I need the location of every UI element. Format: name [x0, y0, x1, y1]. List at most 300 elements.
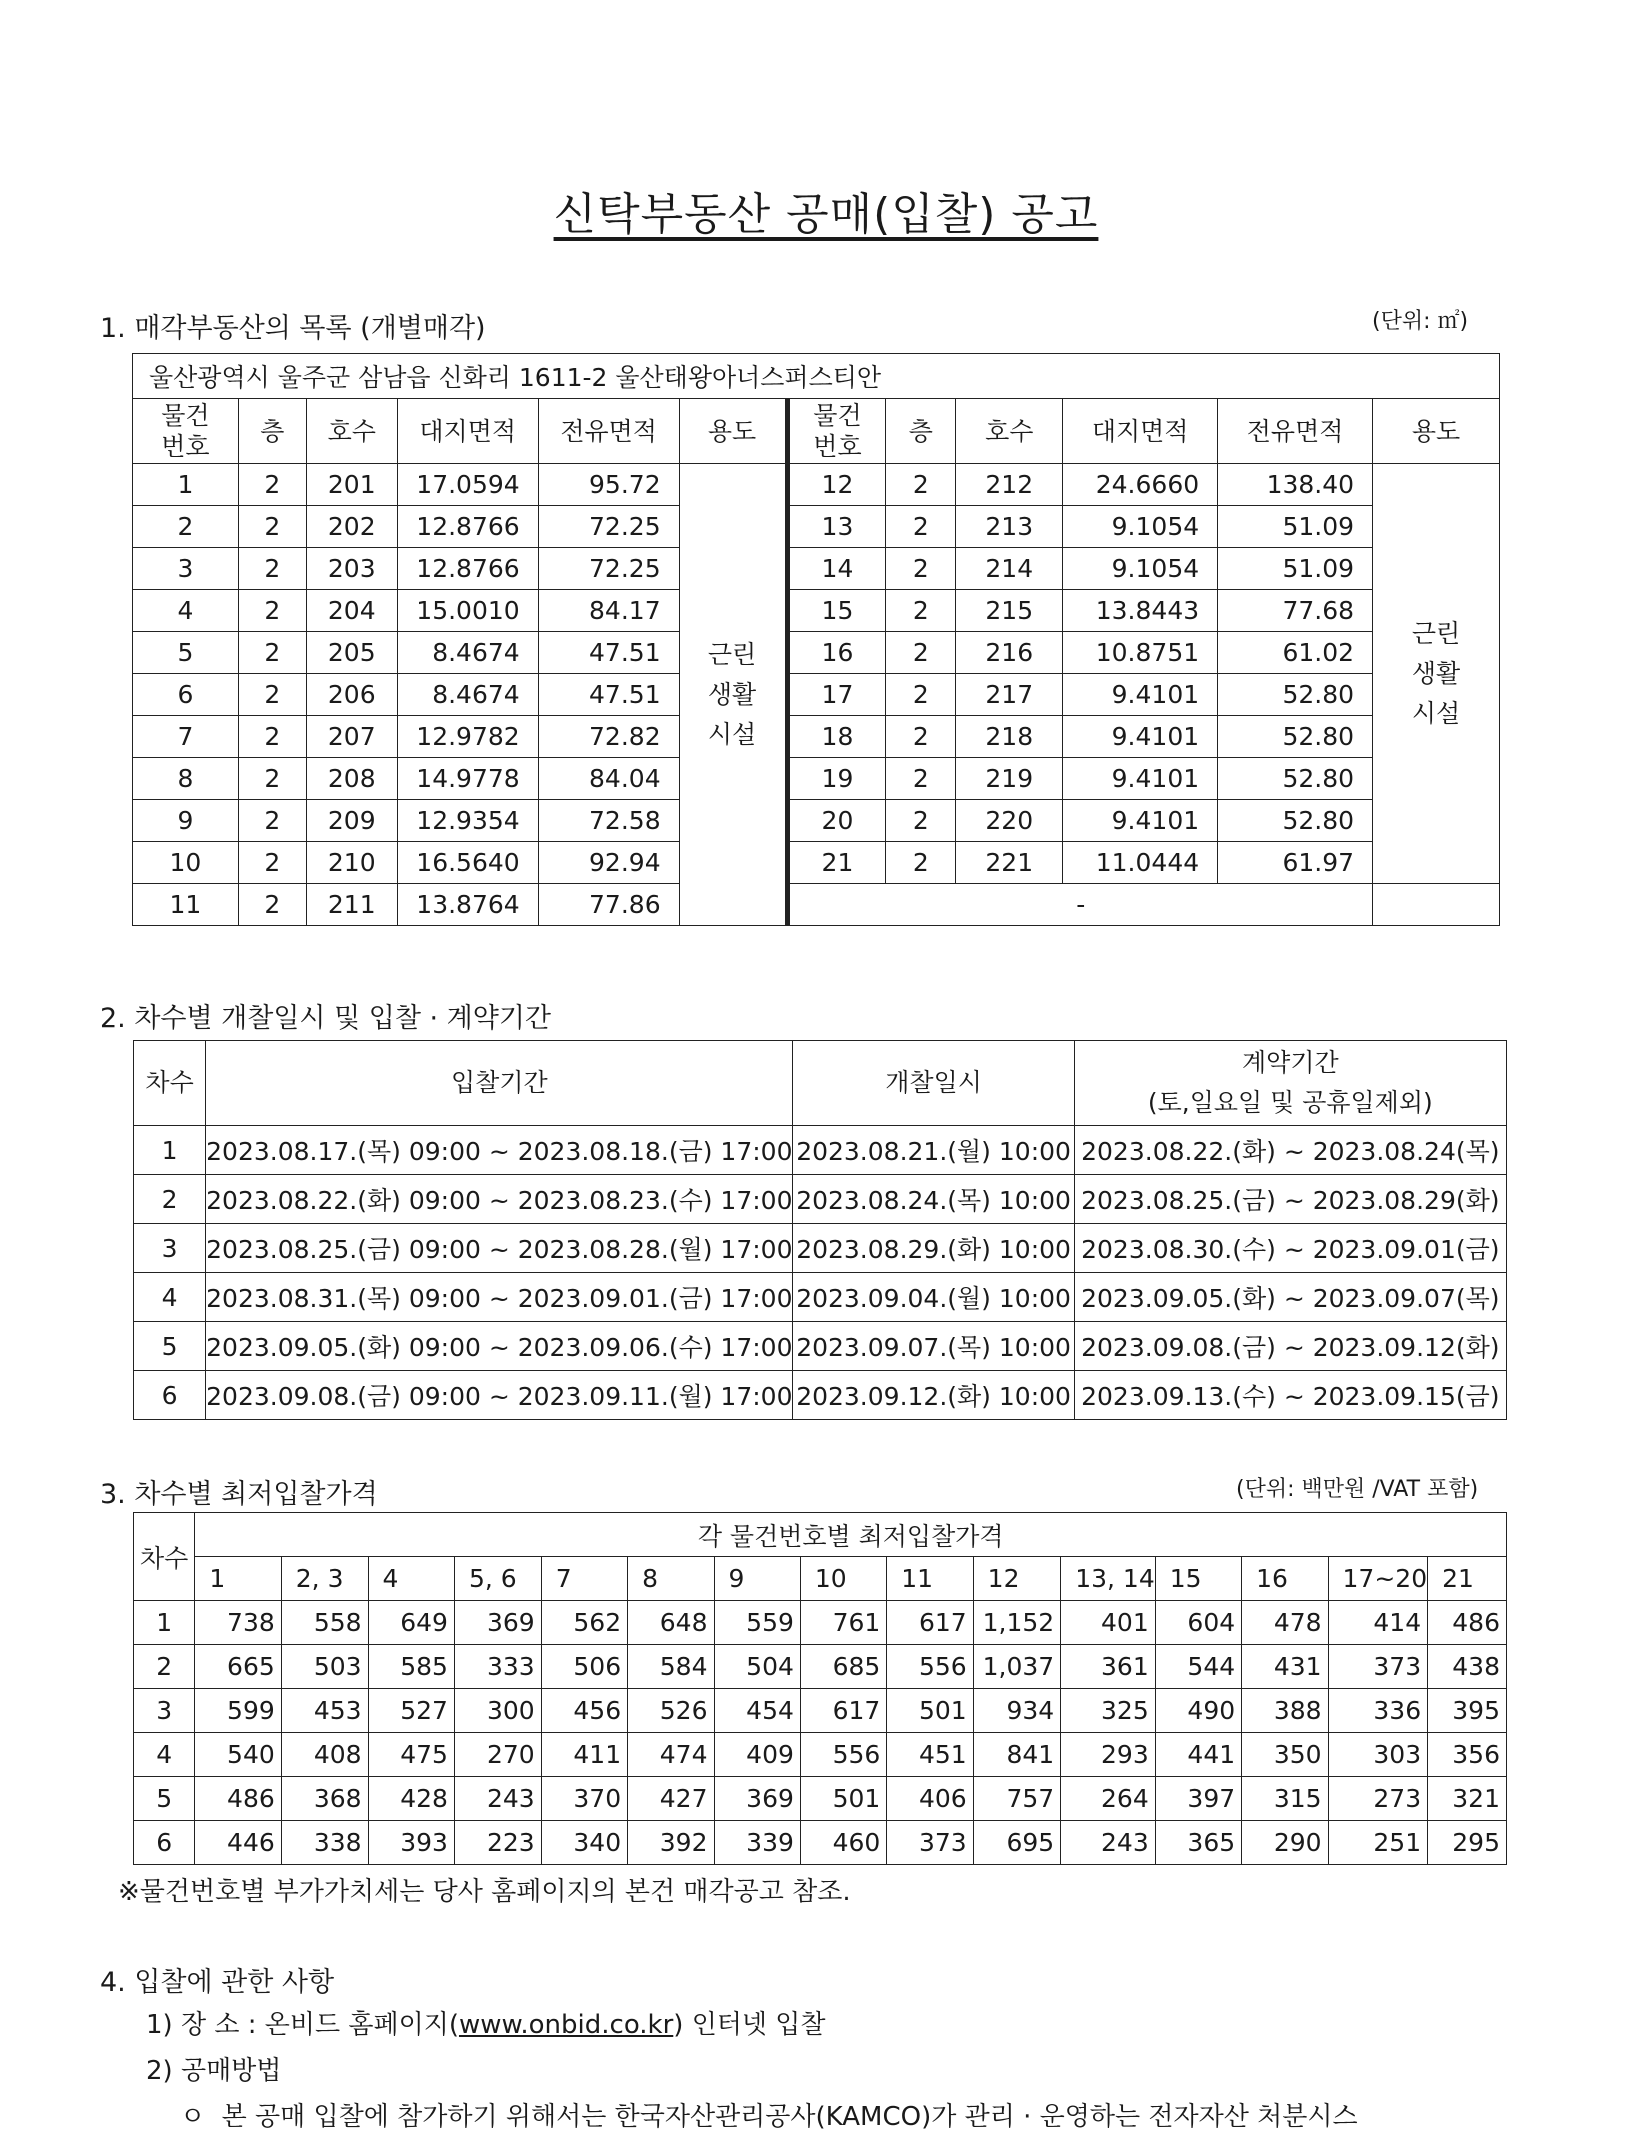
- price-column-header: 2, 3: [281, 1557, 368, 1601]
- list-cell: 2: [238, 800, 306, 842]
- list-cell: 17.0594: [397, 464, 538, 506]
- section4-heading: 4. 입찰에 관한 사항: [100, 1967, 335, 1998]
- list-cell: 61.97: [1218, 842, 1373, 884]
- price-cell: 333: [454, 1645, 541, 1689]
- schedule-header-cell: 입찰기간: [206, 1041, 793, 1126]
- list-cell: 51.09: [1218, 548, 1373, 590]
- property-address: 울산광역시 울주군 삼남읍 신화리 1611-2 울산태왕아너스퍼스티안: [133, 354, 1500, 399]
- price-cell: 5: [134, 1777, 195, 1821]
- price-cell: 1,152: [973, 1601, 1061, 1645]
- price-cell: 1,037: [973, 1645, 1061, 1689]
- price-cell: 649: [368, 1601, 454, 1645]
- list-cell: 2: [886, 590, 956, 632]
- price-cell: 350: [1242, 1733, 1328, 1777]
- list-cell: 2: [238, 674, 306, 716]
- list-cell: 15: [787, 590, 886, 632]
- price-column-header: 17~20: [1328, 1557, 1428, 1601]
- list-cell: 51.09: [1218, 506, 1373, 548]
- table-row: [134, 1126, 1507, 1175]
- table-row: [133, 464, 1500, 506]
- price-column-header: 5, 6: [454, 1557, 541, 1601]
- price-cell: 369: [714, 1777, 800, 1821]
- empty-cell: [1373, 884, 1500, 926]
- list-header-cell: 전유면적: [538, 399, 679, 464]
- price-cell: 4: [134, 1733, 195, 1777]
- list-cell: 18: [787, 716, 886, 758]
- price-column-header: 11: [887, 1557, 973, 1601]
- table-row: [133, 800, 1500, 842]
- price-cell: 373: [1328, 1645, 1428, 1689]
- price-cell: 340: [541, 1821, 627, 1865]
- section3-heading: 3. 차수별 최저입찰가격: [100, 1479, 378, 1510]
- schedule-cell: 2023.09.13.(수) ~ 2023.09.15(금): [1074, 1371, 1506, 1420]
- price-cell: 527: [368, 1689, 454, 1733]
- price-cell: 526: [628, 1689, 714, 1733]
- list-cell: 8.4674: [397, 632, 538, 674]
- price-cell: 321: [1428, 1777, 1507, 1821]
- list-cell: 6: [133, 674, 239, 716]
- list-cell: 12: [787, 464, 886, 506]
- list-cell: 84.04: [538, 758, 679, 800]
- list-cell: 2: [886, 632, 956, 674]
- list-header-cell: 호수: [956, 399, 1063, 464]
- list-cell: 219: [956, 758, 1063, 800]
- price-cell: 934: [973, 1689, 1061, 1733]
- table-row: [134, 1689, 1507, 1733]
- list-cell: 10: [133, 842, 239, 884]
- bid-place-tail: ) 인터넷 입찰: [673, 2010, 826, 2040]
- list-cell: 52.80: [1218, 758, 1373, 800]
- price-cell: 475: [368, 1733, 454, 1777]
- price-cell: 648: [628, 1601, 714, 1645]
- schedule-cell: 2023.08.22.(화) ~ 2023.08.24(목): [1074, 1126, 1506, 1175]
- price-cell: 427: [628, 1777, 714, 1821]
- vat-note: ※물건번호별 부가가치세는 당사 홈페이지의 본건 매각공고 참조.: [118, 1877, 851, 1907]
- list-cell: 11.0444: [1063, 842, 1218, 884]
- bid-place-item: [146, 2004, 826, 2041]
- use-type-cell: 근린 생활 시설: [679, 464, 787, 926]
- price-column-header: 7: [541, 1557, 627, 1601]
- price-cell: 3: [134, 1689, 195, 1733]
- price-cell: 501: [800, 1777, 886, 1821]
- list-cell: 9: [133, 800, 239, 842]
- price-cell: 293: [1061, 1733, 1156, 1777]
- list-cell: 2: [238, 716, 306, 758]
- list-cell: 9.4101: [1063, 674, 1218, 716]
- table-row: [134, 1645, 1507, 1689]
- list-cell: 2: [886, 842, 956, 884]
- table-row: [134, 1733, 1507, 1777]
- list-cell: 8.4674: [397, 674, 538, 716]
- list-cell: 216: [956, 632, 1063, 674]
- schedule-table: [133, 1040, 1507, 1420]
- price-cell: 395: [1428, 1689, 1507, 1733]
- schedule-cell: 2023.08.24.(목) 10:00: [793, 1175, 1074, 1224]
- price-column-header: 12: [973, 1557, 1061, 1601]
- price-column-header: 10: [800, 1557, 886, 1601]
- price-cell: 486: [1428, 1601, 1507, 1645]
- price-cell: 559: [714, 1601, 800, 1645]
- price-cell: 504: [714, 1645, 800, 1689]
- list-cell: 72.25: [538, 548, 679, 590]
- schedule-header-cell: 계약기간 (토,일요일 및 공휴일제외): [1074, 1041, 1506, 1126]
- list-cell: 72.58: [538, 800, 679, 842]
- list-header-cell: 물건 번호: [787, 399, 886, 464]
- list-header-cell: 용도: [679, 399, 787, 464]
- use-type-cell: 근린 생활 시설: [1373, 464, 1500, 884]
- table-row: [134, 1371, 1507, 1420]
- list-cell: 9.4101: [1063, 758, 1218, 800]
- schedule-cell: 4: [134, 1273, 206, 1322]
- list-cell: 218: [956, 716, 1063, 758]
- price-cell: 585: [368, 1645, 454, 1689]
- price-cell: 6: [134, 1821, 195, 1865]
- schedule-cell: 2023.09.08.(금) 09:00 ~ 2023.09.11.(월) 17:00: [206, 1371, 793, 1420]
- list-cell: 2: [238, 884, 306, 926]
- list-header-cell: 층: [238, 399, 306, 464]
- list-cell: 20: [787, 800, 886, 842]
- table-row: [134, 1601, 1507, 1645]
- list-cell: 9.1054: [1063, 506, 1218, 548]
- price-cell: 1: [134, 1601, 195, 1645]
- table-row: [133, 674, 1500, 716]
- table-row: [133, 716, 1500, 758]
- price-cell: 388: [1242, 1689, 1328, 1733]
- table-row: [134, 1175, 1507, 1224]
- list-cell: 209: [306, 800, 397, 842]
- schedule-cell: 1: [134, 1126, 206, 1175]
- price-cell: 474: [628, 1733, 714, 1777]
- list-header-cell: 대지면적: [397, 399, 538, 464]
- list-cell: 24.6660: [1063, 464, 1218, 506]
- price-cell: 270: [454, 1733, 541, 1777]
- list-cell: 220: [956, 800, 1063, 842]
- list-cell: 206: [306, 674, 397, 716]
- list-cell: 2: [886, 758, 956, 800]
- list-cell: 201: [306, 464, 397, 506]
- list-cell: 211: [306, 884, 397, 926]
- price-cell: 2: [134, 1645, 195, 1689]
- price-group-header: 각 물건번호별 최저입찰가격: [195, 1513, 1507, 1557]
- price-cell: 300: [454, 1689, 541, 1733]
- price-cell: 544: [1155, 1645, 1241, 1689]
- price-cell: 456: [541, 1689, 627, 1733]
- price-cell: 501: [887, 1689, 973, 1733]
- price-cell: 584: [628, 1645, 714, 1689]
- table-row: [133, 506, 1500, 548]
- list-cell: 205: [306, 632, 397, 674]
- price-cell: 503: [281, 1645, 368, 1689]
- price-cell: 406: [887, 1777, 973, 1821]
- price-cell: 243: [454, 1777, 541, 1821]
- price-cell: 486: [195, 1777, 281, 1821]
- price-cell: 438: [1428, 1645, 1507, 1689]
- price-cell: 478: [1242, 1601, 1328, 1645]
- list-header-cell: 용도: [1373, 399, 1500, 464]
- price-cell: 290: [1242, 1821, 1328, 1865]
- list-cell: 208: [306, 758, 397, 800]
- list-cell: 52.80: [1218, 716, 1373, 758]
- list-cell: 2: [238, 590, 306, 632]
- price-cell: 562: [541, 1601, 627, 1645]
- price-cell: 339: [714, 1821, 800, 1865]
- list-cell: 14: [787, 548, 886, 590]
- list-cell: 15.0010: [397, 590, 538, 632]
- price-cell: 409: [714, 1733, 800, 1777]
- price-cell: 757: [973, 1777, 1061, 1821]
- list-cell: 21: [787, 842, 886, 884]
- price-cell: 356: [1428, 1733, 1507, 1777]
- list-cell: 5: [133, 632, 239, 674]
- list-cell: 84.17: [538, 590, 679, 632]
- section2-heading: 2. 차수별 개찰일시 및 입찰 · 계약기간: [100, 1003, 551, 1034]
- schedule-cell: 2023.08.25.(금) ~ 2023.08.29(화): [1074, 1175, 1506, 1224]
- list-cell: 204: [306, 590, 397, 632]
- list-header-cell: 호수: [306, 399, 397, 464]
- section3-unit: (단위: 백만원 /VAT 포함): [1236, 1477, 1479, 1502]
- schedule-cell: 2023.08.30.(수) ~ 2023.09.01(금): [1074, 1224, 1506, 1273]
- price-cell: 336: [1328, 1689, 1428, 1733]
- table-row: [133, 590, 1500, 632]
- price-cell: 695: [973, 1821, 1061, 1865]
- price-cell: 665: [195, 1645, 281, 1689]
- price-cell: 315: [1242, 1777, 1328, 1821]
- list-cell: 11: [133, 884, 239, 926]
- price-column-header: 13, 14: [1061, 1557, 1156, 1601]
- list-cell: 2: [886, 800, 956, 842]
- list-cell: 47.51: [538, 632, 679, 674]
- price-cell: 365: [1155, 1821, 1241, 1865]
- price-cell: 243: [1061, 1821, 1156, 1865]
- bullet-mark: ㅇ: [180, 2102, 206, 2132]
- price-column-header: 21: [1428, 1557, 1507, 1601]
- onbid-link[interactable]: www.onbid.co.kr: [458, 2010, 674, 2040]
- list-cell: 2: [886, 506, 956, 548]
- table-row: [133, 632, 1500, 674]
- price-cell: 490: [1155, 1689, 1241, 1733]
- price-cell: 401: [1061, 1601, 1156, 1645]
- list-header-cell: 층: [886, 399, 956, 464]
- list-header-cell: 대지면적: [1063, 399, 1218, 464]
- list-cell: 95.72: [538, 464, 679, 506]
- price-column-header: 4: [368, 1557, 454, 1601]
- schedule-cell: 2023.09.12.(화) 10:00: [793, 1371, 1074, 1420]
- price-cell: 223: [454, 1821, 541, 1865]
- document-title: 신탁부동산 공매(입찰) 공고: [553, 189, 1099, 240]
- schedule-cell: 2023.09.08.(금) ~ 2023.09.12(화): [1074, 1322, 1506, 1371]
- list-cell: 138.40: [1218, 464, 1373, 506]
- auction-method-text: [180, 2096, 1358, 2133]
- price-cell: 431: [1242, 1645, 1328, 1689]
- price-cell: 368: [281, 1777, 368, 1821]
- price-cell: 414: [1328, 1601, 1428, 1645]
- list-cell: 215: [956, 590, 1063, 632]
- price-cell: 303: [1328, 1733, 1428, 1777]
- list-cell: 2: [238, 632, 306, 674]
- empty-cell: -: [787, 884, 1373, 926]
- list-cell: 2: [238, 506, 306, 548]
- price-cell: 558: [281, 1601, 368, 1645]
- list-cell: 16.5640: [397, 842, 538, 884]
- table-row: [133, 548, 1500, 590]
- price-cell: 617: [800, 1689, 886, 1733]
- price-cell: 392: [628, 1821, 714, 1865]
- list-cell: 213: [956, 506, 1063, 548]
- list-cell: 2: [886, 674, 956, 716]
- list-cell: 47.51: [538, 674, 679, 716]
- list-cell: 7: [133, 716, 239, 758]
- price-cell: 604: [1155, 1601, 1241, 1645]
- price-cell: 411: [541, 1733, 627, 1777]
- price-cell: 370: [541, 1777, 627, 1821]
- list-cell: 61.02: [1218, 632, 1373, 674]
- table-row: [134, 1273, 1507, 1322]
- table-row: [134, 1821, 1507, 1865]
- price-column-header: 9: [714, 1557, 800, 1601]
- price-cell: 393: [368, 1821, 454, 1865]
- list-cell: 12.8766: [397, 506, 538, 548]
- list-cell: 14.9778: [397, 758, 538, 800]
- price-cell: 453: [281, 1689, 368, 1733]
- min-price-table: [133, 1512, 1507, 1865]
- list-cell: 207: [306, 716, 397, 758]
- list-cell: 9.4101: [1063, 800, 1218, 842]
- list-cell: 2: [238, 842, 306, 884]
- price-column-header: 1: [195, 1557, 281, 1601]
- price-cell: 506: [541, 1645, 627, 1689]
- list-cell: 2: [238, 464, 306, 506]
- price-cell: 273: [1328, 1777, 1428, 1821]
- list-cell: 2: [886, 464, 956, 506]
- list-cell: 77.68: [1218, 590, 1373, 632]
- auction-method-desc: 본 공매 입찰에 참가하기 위해서는 한국자산관리공사(KAMCO)가 관리 · 운영하는 전자자산 처분시스: [221, 2102, 1358, 2132]
- schedule-cell: 2023.09.05.(화) ~ 2023.09.07(목): [1074, 1273, 1506, 1322]
- list-cell: 214: [956, 548, 1063, 590]
- list-header-cell: 물건 번호: [133, 399, 239, 464]
- schedule-cell: 2023.08.22.(화) 09:00 ~ 2023.08.23.(수) 17:00: [206, 1175, 793, 1224]
- table-row: [133, 758, 1500, 800]
- list-cell: 2: [238, 758, 306, 800]
- schedule-cell: 2023.08.31.(목) 09:00 ~ 2023.09.01.(금) 17:00: [206, 1273, 793, 1322]
- list-cell: 1: [133, 464, 239, 506]
- price-cell: 460: [800, 1821, 886, 1865]
- list-cell: 4: [133, 590, 239, 632]
- table-row: [133, 884, 1500, 926]
- price-cell: 295: [1428, 1821, 1507, 1865]
- schedule-cell: 2023.08.25.(금) 09:00 ~ 2023.08.28.(월) 17:00: [206, 1224, 793, 1273]
- list-cell: 2: [238, 548, 306, 590]
- property-list-table: [132, 353, 1500, 926]
- list-cell: 221: [956, 842, 1063, 884]
- price-cell: 325: [1061, 1689, 1156, 1733]
- table-row: [134, 1777, 1507, 1821]
- price-cell: 454: [714, 1689, 800, 1733]
- table-row: [134, 1322, 1507, 1371]
- list-cell: 9.1054: [1063, 548, 1218, 590]
- section1-unit: (단위: ㎡): [1372, 309, 1469, 334]
- list-cell: 217: [956, 674, 1063, 716]
- price-cell: 338: [281, 1821, 368, 1865]
- list-cell: 92.94: [538, 842, 679, 884]
- price-cell: 446: [195, 1821, 281, 1865]
- list-cell: 12.9354: [397, 800, 538, 842]
- schedule-cell: 2023.09.04.(월) 10:00: [793, 1273, 1074, 1322]
- price-cell: 617: [887, 1601, 973, 1645]
- list-cell: 16: [787, 632, 886, 674]
- price-cell: 738: [195, 1601, 281, 1645]
- list-cell: 17: [787, 674, 886, 716]
- auction-method-item: 2) 공매방법: [146, 2056, 282, 2086]
- table-row: [134, 1224, 1507, 1273]
- price-cell: 251: [1328, 1821, 1428, 1865]
- schedule-cell: 3: [134, 1224, 206, 1273]
- list-cell: 72.25: [538, 506, 679, 548]
- list-header-cell: 전유면적: [1218, 399, 1373, 464]
- list-cell: 10.8751: [1063, 632, 1218, 674]
- schedule-header-cell: 차수: [134, 1041, 206, 1126]
- price-cell: 428: [368, 1777, 454, 1821]
- list-cell: 203: [306, 548, 397, 590]
- price-cell: 685: [800, 1645, 886, 1689]
- list-cell: 3: [133, 548, 239, 590]
- schedule-header-cell: 개찰일시: [793, 1041, 1074, 1126]
- price-cell: 441: [1155, 1733, 1241, 1777]
- price-cell: 361: [1061, 1645, 1156, 1689]
- list-cell: 13.8764: [397, 884, 538, 926]
- schedule-cell: 2023.08.17.(목) 09:00 ~ 2023.08.18.(금) 17:00: [206, 1126, 793, 1175]
- price-cell: 451: [887, 1733, 973, 1777]
- list-cell: 8: [133, 758, 239, 800]
- price-cell: 397: [1155, 1777, 1241, 1821]
- price-cell: 408: [281, 1733, 368, 1777]
- price-cell: 556: [887, 1645, 973, 1689]
- schedule-cell: 5: [134, 1322, 206, 1371]
- list-cell: 202: [306, 506, 397, 548]
- price-cell: 556: [800, 1733, 886, 1777]
- schedule-cell: 2: [134, 1175, 206, 1224]
- price-cell: 373: [887, 1821, 973, 1865]
- price-column-header: 16: [1242, 1557, 1328, 1601]
- list-cell: 12.8766: [397, 548, 538, 590]
- price-column-header: 8: [628, 1557, 714, 1601]
- section1-heading: 1. 매각부동산의 목록 (개별매각): [100, 313, 486, 344]
- schedule-cell: 6: [134, 1371, 206, 1420]
- list-cell: 19: [787, 758, 886, 800]
- round-header: 차수: [134, 1513, 195, 1601]
- schedule-cell: 2023.08.21.(월) 10:00: [793, 1126, 1074, 1175]
- price-cell: 264: [1061, 1777, 1156, 1821]
- table-row: [133, 842, 1500, 884]
- bid-place-label: 1) 장 소 : 온비드 홈페이지(: [146, 2010, 459, 2040]
- price-cell: 761: [800, 1601, 886, 1645]
- list-cell: 12.9782: [397, 716, 538, 758]
- price-column-header: 15: [1155, 1557, 1241, 1601]
- list-cell: 13: [787, 506, 886, 548]
- list-cell: 9.4101: [1063, 716, 1218, 758]
- list-cell: 77.86: [538, 884, 679, 926]
- price-cell: 369: [454, 1601, 541, 1645]
- list-cell: 52.80: [1218, 800, 1373, 842]
- schedule-cell: 2023.08.29.(화) 10:00: [793, 1224, 1074, 1273]
- price-cell: 599: [195, 1689, 281, 1733]
- list-cell: 72.82: [538, 716, 679, 758]
- list-cell: 210: [306, 842, 397, 884]
- list-cell: 212: [956, 464, 1063, 506]
- list-cell: 2: [886, 716, 956, 758]
- schedule-cell: 2023.09.05.(화) 09:00 ~ 2023.09.06.(수) 17:00: [206, 1322, 793, 1371]
- list-cell: 2: [886, 548, 956, 590]
- price-cell: 841: [973, 1733, 1061, 1777]
